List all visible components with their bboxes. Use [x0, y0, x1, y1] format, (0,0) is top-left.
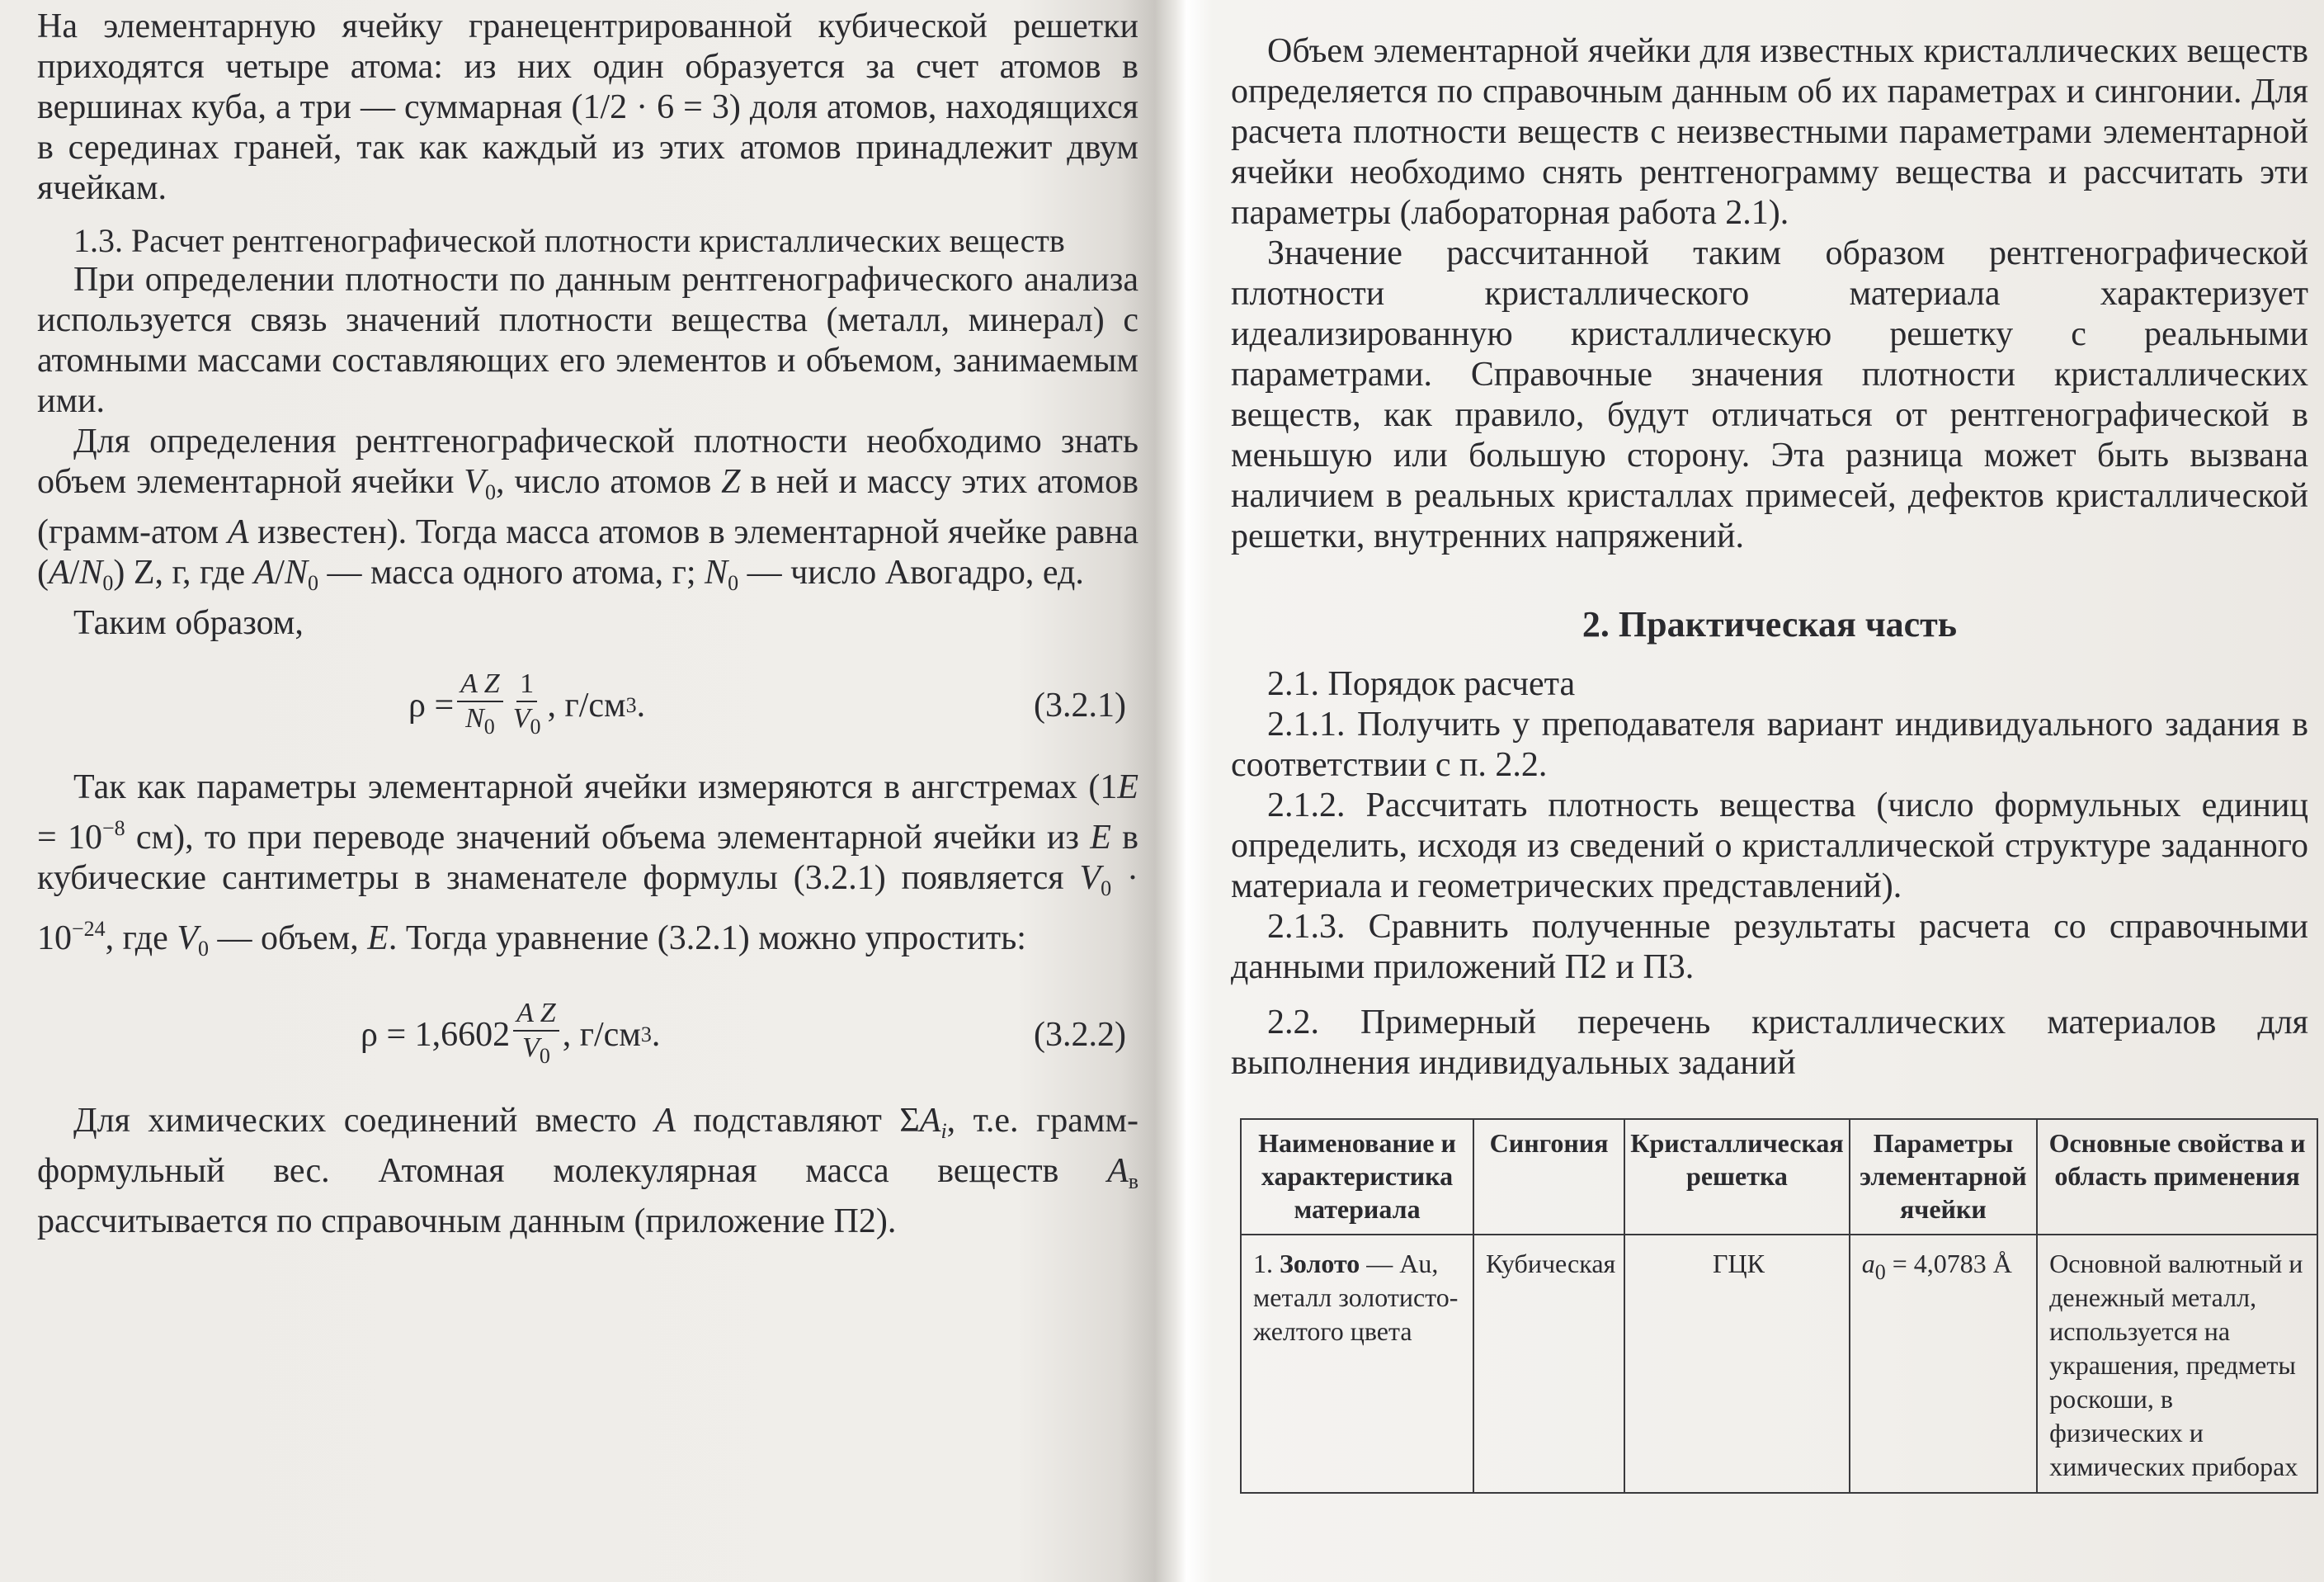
section-title-practical: 2. Практическая часть	[1582, 604, 1958, 645]
fraction-az-n0: $\frac{\text{A Z}}{N_0}$	[457, 668, 503, 744]
cell-properties: Основной валютный и денежный металл, используется на украшения, предметы роскоши, в физических и химических приборах	[2037, 1235, 2317, 1493]
item-2-1-1: 2.1.1. Получить у преподавателя вариант индивидуального задания в соответствии с п. 2.2.	[1231, 706, 2308, 784]
cell-material: 1. Золото — Au, металл золотисто-желтого цвета	[1241, 1235, 1473, 1493]
cell-parameters: $a_0 = 4,0783$ Å	[1850, 1235, 2037, 1493]
cell-syngony: Кубическая	[1473, 1235, 1624, 1493]
paragraph-angstrom: Так как параметры элементарной ячейки измеряются в ангстремах ($1E = 10^{-8}$ см), то при переводе значений объема элементарной ячейки из E в кубические сантиметры в знаменателе формулы (3.2.1) появляется $V_0 \cdot 10^{-24}$, где $V_0$ — объем, E. Тогда уравнение (3.2.1) можно упростить:	[37, 768, 1139, 961]
paragraph-volume-reference: Объем элементарной ячейки для известных кристаллических веществ определяется по справочным данным об их параметрах и сингонии. Для расчета плотности веществ с неизвестными параметрами элементарной ячейки необходимо снять рентгенограмму вещества и рассчитать эти параметры (лабораторная работа 2.1).	[1231, 32, 2308, 232]
right-page	[1213, 0, 2324, 1582]
formula-3-2-1: ρ = $\frac{\text{A Z}}{N_0}$ $\frac{1}{V_0}$ , г/см 3 . (3.2.1)	[37, 644, 1138, 767]
table-header-row	[1241, 1119, 2317, 1235]
item-2-1: 2.1. Порядок расчета	[1267, 665, 1576, 703]
paragraph-determination: При определении плотности по данным рентгенографического анализа используется связь значений плотности вещества (металл, минерал) с атомными массами составляющих его элементов и объемом, занимаемым ими.	[37, 261, 1138, 420]
item-2-1-3: 2.1.3. Сравнить полученные результаты расчета со справочными данными приложений П2 и П3.	[1231, 908, 2308, 986]
paragraph-value: Значение рассчитанной таким образом рентгенографической плотности кристаллического материала характеризует идеализированную кристаллическую решетку с реальными параметрами. Справочные значения плотности кристаллических веществ, как правило, будут отличаться от рентгенографической в меньшую или большую сторону. Эта разница может быть вызвана наличием в реальных кристаллах примесей, дефектов кристаллической решетки, внутренних напряжений.	[1231, 234, 2308, 555]
table-row	[1241, 1235, 2317, 1493]
header-properties: Основные свойства и область применения	[2037, 1119, 2317, 1235]
formula-3-2-2: ρ = 1,6602 $\frac{\text{A Z}}{V_0}$ , г/см 3 . (3.2.2)	[37, 969, 1138, 1101]
materials-table	[1240, 1118, 2318, 1494]
item-2-1-2: 2.1.2. Рассчитать плотность вещества (число формульных единиц определить, исходя из сведений о кристаллической структуре заданного материала и геометрических представлений).	[1231, 786, 2308, 905]
section-heading-1-3: 1.3. Расчет рентгенографической плотности кристаллических веществ	[73, 222, 1065, 259]
paragraph-chemical: Для химических соединений вместо A подставляют $\Sigma A_i$, т.е. грамм-формульный вес. Атомная молекулярная масса веществ $A_в$ рассчитывается по справочным данным (приложение П2).	[37, 1102, 1138, 1240]
paragraph-volume: Для определения рентгенографической плотности необходимо знать объем элементарной ячейки $V_0$, число атомов Z в ней и массу этих атомов (грамм-атом A известен). Тогда масса атомов в элементарной ячейке равна $(A/N_0)$ Z, г, где $A/N_0$ — масса одного атома, г; $N_0$ — число Авогадро, ед.	[37, 423, 1138, 595]
equation-number-3-2-1: (3.2.1)	[1034, 687, 1126, 725]
fraction-1-v0: $\frac{1}{V_0}$	[512, 668, 541, 739]
paragraph-intro: На элементарную ячейку гранецентрированной кубической решетки приходятся четыре атома: из них один образуется за счет атомов в вершинах куба, а три — суммарная (1/2 · 6 = 3) доля атомов, находящихся в серединах граней, так как каждый из этих атомов принадлежит двум ячейкам.	[37, 7, 1138, 207]
header-parameters: Параметры элементарной ячейки	[1850, 1119, 2037, 1235]
header-lattice: Кристаллическая решетка	[1624, 1119, 1849, 1235]
header-material: Наименование и характеристика материала	[1241, 1119, 1473, 1235]
fraction-az-v0: $\frac{\text{A Z}}{V_0}$	[513, 997, 559, 1073]
left-page	[0, 0, 1155, 1582]
item-2-2: 2.2. Примерный перечень кристаллических материалов для выполнения индивидуальных заданий	[1231, 1004, 2308, 1082]
cell-lattice: ГЦК	[1624, 1235, 1849, 1493]
equation-number-3-2-2: (3.2.2)	[1034, 1016, 1126, 1054]
header-syngony: Сингония	[1473, 1119, 1624, 1235]
book-spine	[1155, 0, 1213, 1582]
paragraph-thus: Таким образом,	[73, 604, 304, 642]
